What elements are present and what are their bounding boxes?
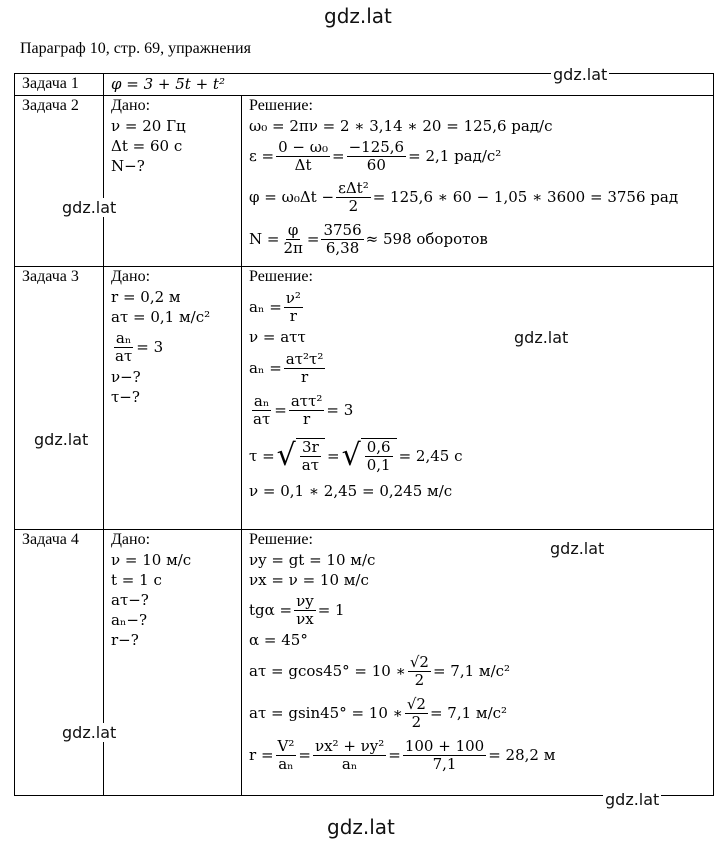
t2s3-rhs: = 125,6 ∗ 60 − 1,05 ∗ 3600 = 3756 рад	[372, 188, 679, 206]
t3s1-den: r	[289, 306, 297, 325]
watermark-task4-left: gdz.lat	[62, 723, 117, 742]
task3-step-2: ν = aττ	[249, 328, 306, 346]
t3s4-rhs: = 3	[326, 401, 354, 419]
t3s4-f1-den: aτ	[253, 409, 271, 428]
task3-solution-title: Решение:	[249, 268, 313, 285]
task3-given-3	[111, 327, 241, 367]
task4-solution	[242, 530, 714, 796]
t4s7-f3-den: 7,1	[432, 754, 457, 773]
t2s2-frac1	[276, 139, 330, 174]
t3s4-mid: =	[274, 401, 287, 419]
t2s3-num: εΔt²	[338, 178, 369, 197]
task2-given-2: Δt = 60 с	[111, 137, 183, 155]
task4-step-5	[249, 650, 713, 692]
watermark-bottom: gdz.lat	[327, 815, 395, 839]
task3-given-title: Дано:	[111, 268, 151, 285]
t2s4-mid: =	[306, 230, 320, 248]
t3s5-r1-num: 3r	[302, 438, 319, 456]
task2-given-title: Дано:	[111, 97, 151, 114]
task1-label: Задача 1	[15, 74, 104, 96]
t2s4-f2-den: 6,38	[325, 238, 360, 257]
page-heading: Параграф 10, стр. 69, упражнения	[20, 40, 251, 57]
t4s3-den: νx	[296, 609, 314, 628]
t2s2-frac2	[347, 139, 407, 174]
task4-given-2: t = 1 с	[111, 571, 162, 589]
solutions-table	[14, 73, 714, 796]
task4-given-1: ν = 10 м/с	[111, 551, 192, 569]
t4s6-frac	[405, 696, 428, 731]
t4s7-mid2: =	[388, 746, 401, 764]
t3s3-frac	[284, 351, 326, 386]
t4s6-den: 2	[411, 712, 422, 731]
t3s5-r2-frac	[365, 439, 393, 474]
t4s7-lhs: r =	[249, 746, 274, 764]
t4s7-mid1: =	[298, 746, 311, 764]
t4s5-frac	[408, 654, 431, 689]
t3g3-den: aτ	[115, 346, 133, 365]
t2s2-mid: =	[332, 147, 345, 165]
task3-step-5	[249, 431, 713, 481]
task2-step-3	[249, 176, 713, 218]
t3s4-frac2	[289, 393, 325, 428]
task3-given-1: r = 0,2 м	[111, 288, 181, 306]
t4s5-num: √2	[409, 652, 429, 671]
watermark-task3-right: gdz.lat	[514, 328, 569, 347]
task2-given	[104, 96, 242, 267]
watermark-task2: gdz.lat	[62, 198, 117, 217]
task4-step-7	[249, 734, 713, 776]
t4s7-frac3	[403, 738, 486, 773]
t2s4-lhs: N =	[249, 230, 280, 248]
t4s6-num: √2	[406, 694, 426, 713]
task3-step-3	[249, 347, 713, 389]
t4s5-rhs: = 7,1 м/с²	[432, 662, 511, 680]
t4s5-lhs: aτ = gcos45° = 10 ∗	[249, 662, 406, 680]
task4-given-5: r−?	[111, 631, 139, 649]
t2s2-f1-den: Δt	[294, 155, 312, 174]
t3s1-frac	[284, 290, 303, 325]
t3s5-r2-num: 0,6	[366, 438, 391, 456]
task4-step-3	[249, 590, 713, 630]
t4s7-f2-num: νx² + νy²	[314, 736, 385, 755]
t4s7-f1-den: aₙ	[278, 754, 294, 773]
t4s3-frac	[294, 593, 316, 628]
t3s5-r1-den: aτ	[301, 456, 320, 474]
t3s3-num: aτ²τ²	[285, 349, 324, 368]
watermark-table-bottom: gdz.lat	[605, 790, 660, 809]
t3s4-f1-num: aₙ	[253, 391, 270, 410]
t3g3-rhs: = 3	[136, 338, 164, 356]
t4s7-rhs: = 28,2 м	[488, 746, 556, 764]
t2s2-f2-den: 60	[366, 155, 386, 174]
task2-given-1: ν = 20 Гц	[111, 117, 186, 135]
task4-label: Задача 4	[15, 530, 104, 796]
t2s4-frac1	[281, 222, 304, 257]
task4-solution-title: Решение:	[249, 531, 313, 548]
t3s3-den: r	[300, 367, 309, 386]
t3s4-frac1	[251, 393, 272, 428]
t2s4-rhs: ≈ 598 оборотов	[365, 230, 488, 248]
task3-step-6: ν = 0,1 ∗ 2,45 = 0,245 м/с	[249, 482, 453, 500]
watermark-table-top: gdz.lat	[553, 65, 608, 84]
t3s5-r2-den: 0,1	[366, 456, 391, 474]
t2s2-f1-num: 0 − ω₀	[278, 137, 329, 156]
watermark-task3-left: gdz.lat	[34, 430, 89, 449]
task3-solution	[242, 267, 714, 530]
t4s6-rhs: = 7,1 м/с²	[429, 704, 508, 722]
t4s7-frac2	[313, 738, 386, 773]
task4-given-title: Дано:	[111, 531, 151, 548]
t3s5-mid: =	[327, 447, 340, 465]
t2s4-f1-den: 2π	[283, 238, 303, 257]
task4-step-2: νx = ν = 10 м/с	[249, 571, 369, 589]
t3g3-num: aₙ	[115, 328, 132, 347]
t2s3-den: 2	[348, 196, 359, 215]
t2s2-lhs: ε =	[249, 147, 275, 165]
t4s7-f1-num: V²	[277, 736, 295, 755]
watermark-top: gdz.lat	[324, 4, 392, 28]
task2-given-3: N−?	[111, 157, 145, 175]
sqrt-icon: √	[341, 438, 361, 473]
task3-given-5: τ−?	[111, 388, 140, 406]
t3s5-lhs: τ =	[249, 447, 275, 465]
sqrt-icon: √	[276, 438, 296, 473]
t4s6-lhs: aτ = gsin45° = 10 ∗	[249, 704, 403, 722]
t4s3-rhs: = 1	[317, 601, 345, 619]
t4s3-lhs: tgα =	[249, 601, 293, 619]
t4s5-den: 2	[414, 670, 425, 689]
task4-given-4: aₙ−?	[111, 611, 148, 629]
task3-step-1	[249, 287, 713, 327]
t3s5-sqrt1	[277, 438, 325, 474]
task4-step-4: α = 45°	[249, 631, 308, 649]
t2s4-f1-num: φ	[287, 220, 299, 239]
task4-given-3: aτ−?	[111, 591, 149, 609]
task3-step-4	[249, 389, 713, 431]
task2-label: Задача 2	[15, 96, 104, 267]
t4s7-f2-den: aₙ	[341, 754, 358, 773]
task4-step-6	[249, 692, 713, 734]
t3s5-r1-frac	[300, 439, 321, 474]
t3s5-rhs: = 2,45 с	[398, 447, 463, 465]
t3s1-lhs: aₙ =	[249, 298, 282, 316]
task3-label: Задача 3	[15, 267, 104, 530]
task2-step-1: ω₀ = 2πν = 2 ∗ 3,14 ∗ 20 = 125,6 рад/с	[249, 117, 553, 135]
task2-step-2	[249, 136, 713, 176]
t3s3-lhs: aₙ =	[249, 359, 282, 377]
t3s4-f2-den: r	[303, 409, 311, 428]
task4-given	[104, 530, 242, 796]
task4-step-1: νy = gt = 10 м/с	[249, 551, 376, 569]
t3s5-sqrt2	[342, 438, 397, 474]
task2-step-4	[249, 218, 713, 260]
t2s4-f2-num: 3756	[323, 220, 362, 239]
t2s4-frac2	[321, 222, 363, 257]
task3-row	[15, 267, 714, 530]
t2s3-lhs: φ = ω₀Δt −	[249, 188, 335, 206]
t4s7-f3-num: 100 + 100	[404, 736, 485, 755]
t3g3-frac	[113, 330, 134, 365]
task3-given-4: ν−?	[111, 368, 141, 386]
task2-solution-title: Решение:	[249, 97, 313, 114]
task4-row	[15, 530, 714, 796]
watermark-task4-right: gdz.lat	[550, 539, 605, 558]
t3s1-num: ν²	[285, 288, 301, 307]
t4s7-frac1	[276, 738, 297, 773]
task2-row	[15, 96, 714, 267]
task3-given-2: aτ = 0,1 м/с²	[111, 308, 211, 326]
t2s2-f2-num: −125,6	[348, 137, 405, 156]
t4s3-num: νy	[296, 591, 314, 610]
t3s4-f2-num: aττ²	[290, 391, 323, 410]
task3-given	[104, 267, 242, 530]
t2s2-rhs: = 2,1 рад/с²	[408, 147, 502, 165]
task1-formula: φ = 3 + 5t + t²	[104, 74, 714, 96]
task2-solution	[242, 96, 714, 267]
t2s3-frac	[336, 180, 371, 215]
